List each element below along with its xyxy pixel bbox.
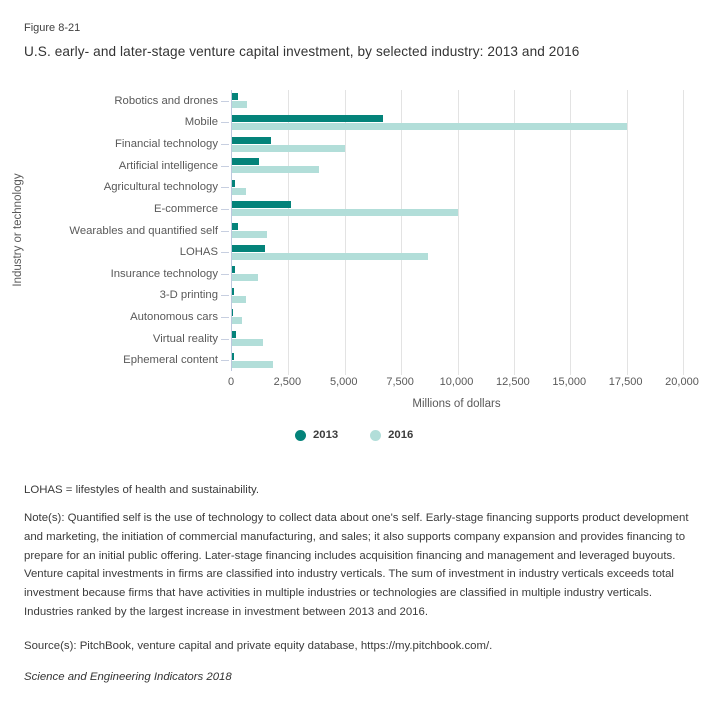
y-tick-mark <box>221 317 229 318</box>
y-tick-mark <box>221 295 229 296</box>
y-tick-mark <box>221 339 229 340</box>
bar-2013-3-d-printing <box>232 288 234 295</box>
category-label: Insurance technology <box>110 267 218 280</box>
bar-2013-insurance-technology <box>232 266 235 273</box>
bar-2013-financial-technology <box>232 137 271 144</box>
legend <box>295 428 413 442</box>
gridline <box>627 90 628 375</box>
x-tick-label: 15,000 <box>552 376 587 388</box>
category-label: Robotics and drones <box>114 94 218 107</box>
gridline <box>345 90 346 375</box>
category-label: Autonomous cars <box>130 310 218 323</box>
y-tick-mark <box>221 101 229 102</box>
category-label: Agricultural technology <box>103 181 218 194</box>
x-axis-ticks <box>227 376 699 390</box>
category-label: 3-D printing <box>159 289 218 302</box>
legend-item-2013 <box>295 429 338 441</box>
legend-item-2016 <box>370 429 413 441</box>
bar-2013-autonomous-cars <box>232 309 233 316</box>
x-tick-label: 10,000 <box>439 376 474 388</box>
y-tick-mark <box>221 360 229 361</box>
y-tick-mark <box>221 166 229 167</box>
plot-area <box>231 90 698 371</box>
source-line: Source(s): PitchBook, venture capital and private equity database, https://my.pitchbook.com/. <box>24 640 493 652</box>
y-tick-mark <box>221 209 229 210</box>
bar-2016-ephemeral-content <box>232 361 273 368</box>
legend-dot-icon <box>295 430 306 441</box>
y-axis-title: Industry or technology <box>12 173 24 287</box>
figure-title: U.S. early- and later-stage venture capital investment, by selected industry: 2013 and 2016 <box>24 44 580 59</box>
bar-2016-artificial-intelligence <box>232 166 319 173</box>
category-label: E-commerce <box>153 202 218 215</box>
bar-2013-virtual-reality <box>232 331 236 338</box>
x-tick-label: 5,000 <box>329 376 358 388</box>
bar-2016-e-commerce <box>232 209 458 216</box>
x-tick-label: 20,000 <box>665 376 699 388</box>
category-label: Financial technology <box>115 138 218 151</box>
bar-2016-virtual-reality <box>232 339 263 346</box>
legend-label: 2013 <box>313 429 339 441</box>
bar-2013-e-commerce <box>232 201 291 208</box>
y-tick-mark <box>221 231 229 232</box>
y-tick-mark <box>221 274 229 275</box>
bar-2016-mobile <box>232 123 627 130</box>
y-tick-mark <box>221 122 229 123</box>
gridline <box>683 90 684 375</box>
bar-2013-robotics-and-drones <box>232 93 238 100</box>
x-tick-label: 2,500 <box>273 376 302 388</box>
legend-label: 2016 <box>388 429 414 441</box>
bar-2016-wearables-and-quantified-self <box>232 231 267 238</box>
bar-2013-lohas <box>232 245 265 252</box>
x-tick-label: 12,500 <box>496 376 530 388</box>
bar-2013-artificial-intelligence <box>232 158 259 165</box>
gridline <box>401 90 402 375</box>
figure-number: Figure 8-21 <box>24 22 81 34</box>
gridline <box>570 90 571 375</box>
bar-2016-robotics-and-drones <box>232 101 247 108</box>
category-labels <box>24 90 218 371</box>
x-tick-label: 0 <box>227 376 235 388</box>
bar-2013-mobile <box>232 115 383 122</box>
bar-2016-autonomous-cars <box>232 317 242 324</box>
bar-2013-ephemeral-content <box>232 353 234 360</box>
y-tick-mark <box>221 252 229 253</box>
category-label: Virtual reality <box>152 332 218 345</box>
gridline <box>458 90 459 375</box>
bar-2016-agricultural-technology <box>232 188 246 195</box>
legend-dot-icon <box>370 430 381 441</box>
gridline <box>514 90 515 375</box>
bar-2016-3-d-printing <box>232 296 246 303</box>
bar-2016-financial-technology <box>232 145 345 152</box>
category-label: LOHAS <box>179 246 218 259</box>
bar-2016-insurance-technology <box>232 274 258 281</box>
x-tick-label: 17,500 <box>608 376 643 388</box>
bar-2016-lohas <box>232 253 428 260</box>
publication-footer: Science and Engineering Indicators 2018 <box>24 671 232 683</box>
category-label: Artificial intelligence <box>118 159 218 172</box>
category-label: Ephemeral content <box>123 354 218 367</box>
x-tick-label: 7,500 <box>386 376 414 388</box>
x-axis-title: Millions of dollars <box>412 398 501 410</box>
y-tick-mark <box>221 144 229 145</box>
bar-2013-wearables-and-quantified-self <box>232 223 238 230</box>
gridline <box>288 90 289 375</box>
notes-paragraph: Note(s): Quantified self is the use of technology to collect data about one's self. Early-stage financing supports product development and marketing, the initiation of commercial manufacturing, and sales; it also supports company expansion and provides financing to prepare for an initial public offering. Later-stage financing includes acquisition financing and management and leveraged buyouts. Venture capital investments in firms are classified into industry verticals. The sum of investment in industry verticals exceeds total investment because firms that have activities in multiple industries or technologies are classified in multiple industry verticals. Industries ranked by the largest increase in investment between 2013 and 2016. <box>24 512 689 618</box>
lohas-footnote: LOHAS = lifestyles of health and sustainability. <box>24 484 260 496</box>
category-label: Wearables and quantified self <box>69 224 218 237</box>
category-label: Mobile <box>184 116 218 129</box>
bar-2013-agricultural-technology <box>232 180 235 187</box>
y-tick-mark <box>221 187 229 188</box>
